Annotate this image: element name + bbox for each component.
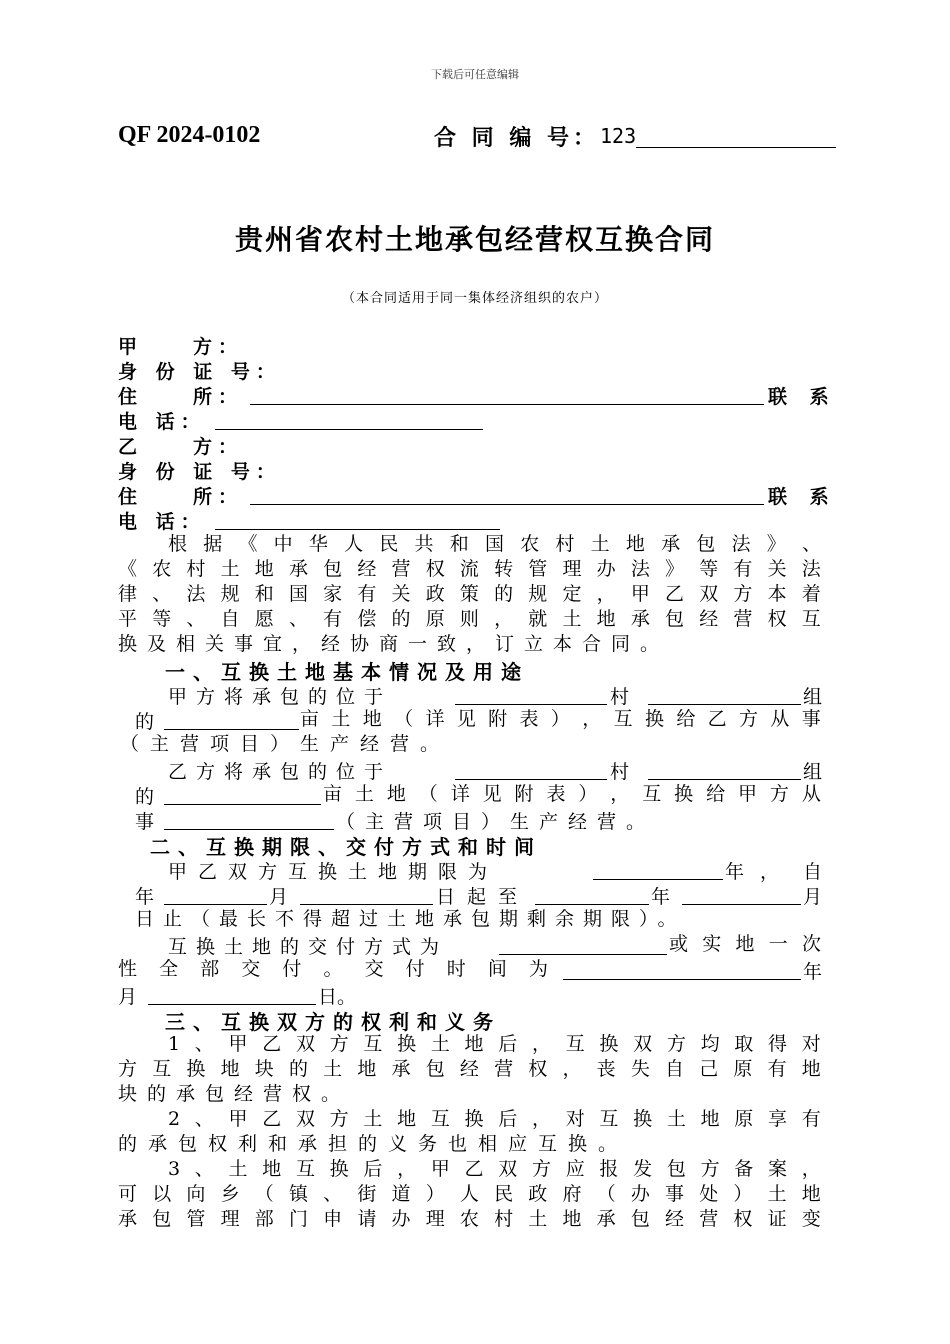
s1-b-village-field[interactable] bbox=[455, 779, 607, 780]
s3-line: 块的承包经营权。 bbox=[118, 1083, 351, 1105]
s2-l4-pre: 互换土地的交付方式为 bbox=[168, 936, 449, 958]
s1-a-line1-end: 组 bbox=[803, 686, 823, 708]
party-a-id-label: 身 份 证 号： bbox=[118, 361, 281, 383]
s2-l2-d: 年 bbox=[651, 886, 671, 908]
s1-a-line1-pre: 甲方将承包的位于 bbox=[168, 686, 393, 708]
s2-delivery-year-field[interactable] bbox=[563, 979, 801, 980]
s1-a-village-field[interactable] bbox=[455, 704, 607, 705]
party-a-label: 甲 方： bbox=[118, 336, 244, 358]
preamble-line: 《 农 村 土 地 承 包 经 营 权 流 转 管 理 办 法 》 等 有 关 法 bbox=[118, 558, 821, 580]
section-3-heading: 三、互换双方的权利和义务 bbox=[165, 1010, 501, 1034]
s2-l4-post: 或 实 地 一 次 bbox=[669, 933, 821, 955]
party-a-phone-label: 电 话： bbox=[118, 411, 206, 433]
s2-delivery-method-field[interactable] bbox=[499, 954, 667, 955]
party-a-phone-field[interactable] bbox=[215, 429, 483, 430]
s2-start-month-field[interactable] bbox=[164, 904, 267, 905]
s1-b-line3-pre: 事 bbox=[135, 811, 155, 833]
s2-l1-pre: 甲乙双方互换土地期限为 bbox=[168, 861, 499, 883]
party-b-label: 乙 方： bbox=[118, 436, 244, 458]
s2-l5-pre: 性 全 部 交 付 。 交 付 时 间 为 bbox=[118, 958, 548, 980]
party-a-address-field[interactable] bbox=[250, 404, 764, 405]
s2-end-year-field[interactable] bbox=[535, 904, 649, 905]
s2-l6-pre: 月 bbox=[118, 986, 138, 1008]
s1-b-line1-pre: 乙方将承包的位于 bbox=[168, 761, 393, 783]
s1-a-line2-pre: 的 bbox=[135, 711, 155, 733]
s2-l2-b: 月 bbox=[269, 886, 289, 908]
s1-a-line3: （主营项目）生产经营。 bbox=[120, 733, 451, 755]
s1-b-line1-mid: 村 bbox=[610, 761, 630, 783]
contract-no-value: 123 bbox=[600, 124, 637, 148]
s2-l1-end: 自 bbox=[803, 861, 823, 883]
s2-l3: 日止（最长不得超过土地承包期剩余期限）。 bbox=[135, 908, 686, 930]
s2-l1-mid: 年， bbox=[725, 861, 796, 883]
s1-b-line3-post: （主营项目）生产经营。 bbox=[336, 811, 656, 833]
section-1-heading: 一、互换土地基本情况及用途 bbox=[165, 660, 529, 684]
s2-l2-e: 月 bbox=[803, 886, 823, 908]
s1-a-line1-mid: 村 bbox=[610, 686, 630, 708]
s1-a-group-field[interactable] bbox=[648, 704, 801, 705]
s2-l2-c: 日起至 bbox=[436, 886, 530, 908]
s2-term-years-field[interactable] bbox=[593, 879, 723, 880]
preamble-line: 平 等 、 自 愿 、 有 偿 的 原 则 ， 就 土 地 承 包 经 营 权 互 bbox=[118, 608, 821, 630]
contract-no-label: 合 同 编 号： bbox=[434, 126, 599, 151]
party-b-address-field[interactable] bbox=[250, 504, 764, 505]
page-title: 贵州省农村土地承包经营权互换合同 bbox=[234, 223, 715, 256]
party-b-phone-field[interactable] bbox=[215, 529, 500, 530]
preamble-line: 律 、 法 规 和 国 家 有 关 政 策 的 规 定 ， 甲 乙 双 方 本 着 bbox=[118, 583, 821, 605]
s2-start-day-field[interactable] bbox=[300, 904, 433, 905]
s3-line: 可 以 向 乡 （ 镇 、 街 道 ） 人 民 政 府 （ 办 事 处 ） 土 地 bbox=[118, 1183, 821, 1205]
s1-b-line1-end: 组 bbox=[803, 761, 823, 783]
preamble-line: 换及相关事宜，经协商一致，订立本合同。 bbox=[118, 633, 670, 655]
s2-delivery-month-field[interactable] bbox=[148, 1004, 316, 1005]
s3-line: 承 包 管 理 部 门 申 请 办 理 农 村 土 地 承 包 经 营 权 证 变 bbox=[118, 1208, 821, 1230]
s2-end-month-field[interactable] bbox=[682, 904, 801, 905]
s3-line: 方 互 换 地 块 的 土 地 承 包 经 营 权 ， 丧 失 自 己 原 有 地 bbox=[118, 1058, 821, 1080]
s2-l6-post: 日。 bbox=[318, 986, 357, 1008]
contract-no-underline bbox=[636, 147, 836, 148]
s1-b-area-field[interactable] bbox=[164, 804, 321, 805]
party-a-address-label: 住 所： bbox=[118, 386, 244, 408]
s1-a-line2-post: 亩 土 地 （ 详 见 附 表 ） ， 互 换 给 乙 方 从 事 bbox=[300, 708, 821, 730]
party-b-address-label: 住 所： bbox=[118, 486, 244, 508]
section-2-heading: 二、互换期限、交付方式和时间 bbox=[150, 835, 542, 859]
s3-line: 3 、 土 地 互 换 后 ， 甲 乙 双 方 应 报 发 包 方 备 案 ， bbox=[168, 1158, 821, 1180]
s1-a-area-field[interactable] bbox=[164, 729, 299, 730]
s3-line: 2 、 甲 乙 双 方 土 地 互 换 后 ， 对 互 换 土 地 原 享 有 bbox=[168, 1108, 821, 1130]
party-b-contact-label: 联 系 bbox=[768, 486, 837, 508]
s3-line: 1 、 甲 乙 双 方 互 换 土 地 后 ， 互 换 双 方 均 取 得 对 bbox=[168, 1033, 821, 1055]
doc-code: QF 2024-0102 bbox=[118, 122, 261, 148]
party-b-id-label: 身 份 证 号： bbox=[118, 461, 281, 483]
s1-b-group-field[interactable] bbox=[648, 779, 801, 780]
s1-b-line2-pre: 的 bbox=[135, 786, 155, 808]
s3-line: 的承包权利和承担的义务也相应互换。 bbox=[118, 1133, 629, 1155]
party-b-phone-label: 电 话： bbox=[118, 511, 206, 533]
s1-b-project-field[interactable] bbox=[164, 829, 334, 830]
party-a-contact-label: 联 系 bbox=[768, 386, 837, 408]
s1-b-line2-post: 亩 土 地 （ 详 见 附 表 ） ， 互 换 给 甲 方 从 bbox=[323, 783, 821, 805]
subtitle: （本合同适用于同一集体经济组织的农户） bbox=[341, 291, 608, 306]
s2-l2-a: 年 bbox=[135, 886, 155, 908]
preamble-line: 根 据 《 中 华 人 民 共 和 国 农 村 土 地 承 包 法 》 、 bbox=[168, 533, 821, 555]
header-note: 下载后可任意编辑 bbox=[431, 68, 519, 81]
s2-l5-post: 年 bbox=[803, 961, 823, 983]
